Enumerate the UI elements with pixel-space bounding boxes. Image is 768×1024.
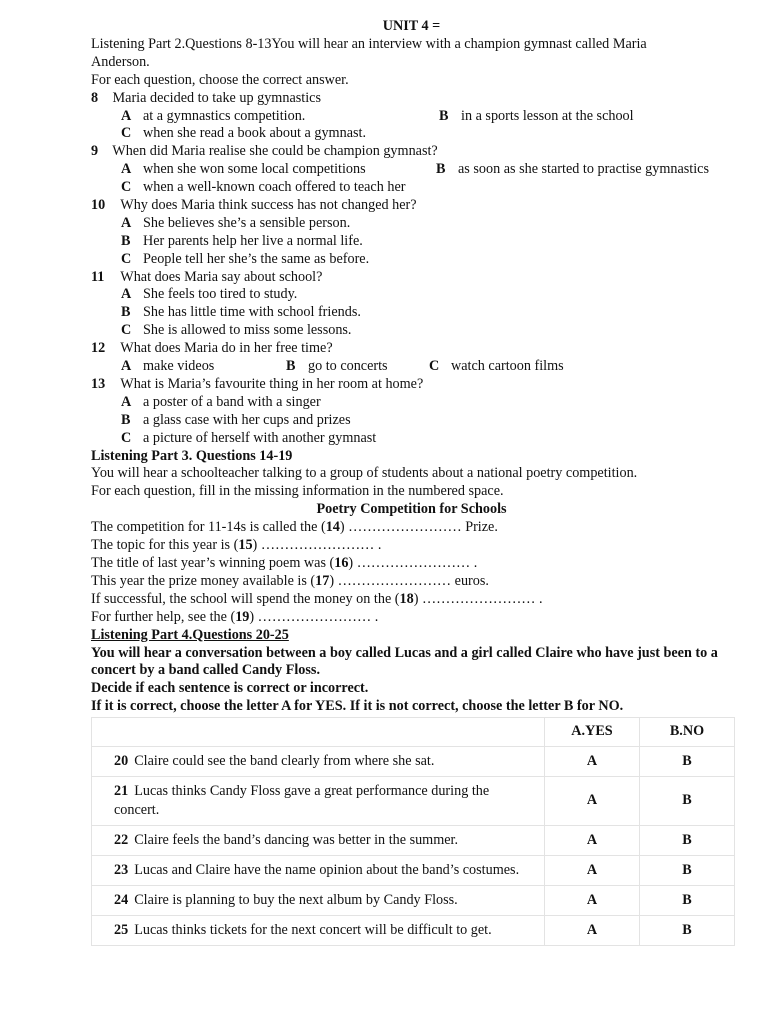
option-12b[interactable] [286,358,388,376]
statement-text: Lucas thinks tickets for the next concert will be difficult to get. [134,922,492,939]
gap-number: 16 [334,554,349,571]
option-text: She is allowed to miss some lessons. [143,322,352,339]
option-8c[interactable] [121,125,366,143]
part3-instruction: For each question, fill in the missing information in the numbered space. [91,483,504,500]
options-row [91,304,732,322]
option-letter: C [121,179,132,196]
statement-cell [92,916,545,946]
table-row [92,747,735,777]
gap-line-18 [91,591,732,609]
yes-option[interactable]: A [545,826,640,856]
question-10 [91,197,732,215]
option-letter: B [121,411,131,428]
option-letter: A [121,107,132,124]
part2-intro-line1: Listening Part 2.Questions 8-13You will hear an interview with a champion gymnast called Maria [91,35,647,52]
option-text: People tell her she’s the same as before. [143,250,370,267]
statement-number: 24 [114,892,129,909]
answer-blank[interactable]: ) …………………… Prize. [339,519,498,536]
options-row [91,108,732,126]
part4-instruction-2: If it is correct, choose the letter A for YES. If it is not correct, choose the letter B for NO. [91,698,624,715]
option-13c[interactable] [121,430,376,448]
part4-heading: Listening Part 4.Questions 20-25 [91,626,289,643]
statement-text: Claire could see the band clearly from where she sat. [134,753,435,770]
option-letter: C [121,125,132,142]
gap-line-17 [91,573,732,591]
question-text: What does Maria do in her free time? [120,340,333,357]
statement-cell [92,777,545,826]
option-text: in a sports lesson at the school [461,107,634,124]
option-10c[interactable] [121,251,369,269]
options-row [91,251,732,269]
option-letter: A [121,161,132,178]
answer-blank[interactable]: ) …………………… . [249,608,379,625]
question-text: What is Maria’s favourite thing in her room at home? [120,375,424,392]
gap-line-16 [91,555,732,573]
option-text: She believes she’s a sensible person. [143,214,351,231]
options-row [91,233,732,251]
part2-instruction: For each question, choose the correct answer. [91,71,349,88]
question-number: 10 [91,197,106,213]
option-text: She has little time with school friends. [143,304,361,321]
question-number: 8 [91,89,99,106]
option-text: when she read a book about a gymnast. [143,125,366,142]
no-option[interactable]: B [640,916,735,946]
answer-blank[interactable]: ) …………………… . [252,537,382,554]
question-number: 11 [91,268,105,285]
option-text: a poster of a band with a singer [143,393,321,410]
yes-option[interactable]: A [545,916,640,946]
statement-number: 21 [114,783,129,800]
option-10b[interactable] [121,233,363,251]
answer-blank[interactable]: ) …………………… euros. [329,572,489,589]
option-text: a glass case with her cups and prizes [143,411,351,428]
statement-cell [92,856,545,886]
no-option[interactable]: B [640,826,735,856]
option-letter: C [121,250,132,267]
option-8b[interactable] [439,108,634,126]
gap-text: This year the prize money available is ( [91,572,316,589]
option-text: watch cartoon films [451,358,564,375]
option-letter: A [121,358,132,375]
options-row [91,394,732,412]
table-row [92,916,735,946]
gap-line-15 [91,537,732,555]
statement-number: 22 [114,832,129,849]
gap-line-14 [91,519,732,537]
option-text: Her parents help her live a normal life. [143,232,363,249]
options-row [91,322,732,340]
option-12a[interactable] [121,358,214,376]
options-row [91,286,732,304]
option-letter: C [121,322,132,339]
option-letter: C [121,429,132,446]
option-letter: B [439,107,449,124]
answer-blank[interactable]: ) …………………… . [348,554,478,571]
option-11c[interactable] [121,322,351,340]
yes-column-header: A.YES [545,718,640,747]
option-text: as soon as she started to practise gymnastics [458,161,709,178]
option-text: when she won some local competitions [143,161,366,178]
table-row [92,856,735,886]
statement-number: 23 [114,862,129,879]
table-row [92,826,735,856]
statement-cell [92,886,545,916]
option-10a[interactable] [121,215,350,233]
no-option[interactable]: B [640,886,735,916]
option-13a[interactable] [121,394,321,412]
gap-text: The topic for this year is ( [91,537,239,554]
gap-number: 17 [315,572,330,589]
no-option[interactable]: B [640,856,735,886]
gap-text: The title of last year’s winning poem was ( [91,554,335,571]
question-13 [91,376,732,394]
options-row [91,430,732,448]
yes-option[interactable]: A [545,886,640,916]
options-row [91,358,732,376]
option-letter: C [429,358,440,375]
option-letter: B [436,161,446,178]
part4-intro: You will hear a conversation between a boy called Lucas and a girl called Claire who have just been to a concert by a band called Candy Floss. [91,644,718,679]
table-row [92,886,735,916]
options-row [91,125,732,143]
option-11a[interactable] [121,286,297,304]
part3-intro: You will hear a schoolteacher talking to a group of students about a national poetry competition. [91,465,638,482]
gap-line-19 [91,609,732,627]
table-row [92,777,735,826]
option-letter: B [286,358,296,375]
no-option[interactable]: B [640,777,735,826]
yes-option[interactable]: A [545,856,640,886]
option-letter: B [121,304,131,321]
yes-no-table [91,717,735,946]
yes-option[interactable]: A [545,777,640,826]
question-number: 13 [91,375,106,392]
no-column-header: B.NO [640,718,735,747]
question-12 [91,340,732,358]
question-number: 9 [91,143,99,160]
options-row [91,161,732,179]
part2-intro-line2: Anderson. [91,53,150,70]
options-row [91,215,732,233]
option-9c[interactable] [121,179,405,197]
option-text: when a well-known coach offered to teach her [143,179,406,196]
options-row [91,412,732,430]
gap-text: The competition for 11-14s is called the ( [91,519,326,536]
question-text: Maria decided to take up gymnastics [112,89,321,106]
table-header-row [92,718,735,747]
option-11b[interactable] [121,304,361,322]
question-text: Why does Maria think success has not changed her? [120,197,417,213]
gap-text: If successful, the school will spend the money on the ( [91,590,400,607]
option-text: go to concerts [308,358,388,375]
question-9 [91,143,732,161]
statement-text: Claire is planning to buy the next album by Candy Floss. [134,892,458,909]
gap-number: 15 [238,537,253,554]
page-title: UNIT 4 = [382,18,441,34]
option-12c[interactable] [429,358,564,376]
options-row [91,179,732,197]
statement-text: Lucas and Claire have the name opinion about the band’s costumes. [134,862,520,879]
part3-heading: Listening Part 3. Questions 14-19 [91,447,293,464]
statement-text: Claire feels the band’s dancing was better in the summer. [134,832,459,849]
option-8a[interactable] [121,108,305,126]
question-number: 12 [91,340,106,357]
option-9b[interactable] [436,161,709,179]
yes-option[interactable]: A [545,747,640,777]
option-text: She feels too tired to study. [143,286,298,303]
option-text: a picture of herself with another gymnast [143,429,377,446]
question-text: When did Maria realise she could be champion gymnast? [112,143,438,160]
gap-number: 19 [235,608,250,625]
question-text: What does Maria say about school? [120,268,323,285]
statement-number: 25 [114,922,129,939]
question-8 [91,90,732,108]
statement-number: 20 [114,753,129,770]
option-text: make videos [143,358,215,375]
statement-cell [92,826,545,856]
gap-number: 18 [399,590,414,607]
statement-text: Lucas thinks Candy Floss gave a great performance during the concert. [114,783,490,819]
part3-subtitle: Poetry Competition for Schools [316,501,507,518]
option-letter: B [121,232,131,249]
option-text: at a gymnastics competition. [143,107,306,124]
gap-number: 14 [325,519,340,536]
part4-instruction-1: Decide if each sentence is correct or incorrect. [91,680,369,697]
statement-cell [92,747,545,777]
option-letter: A [121,286,132,303]
option-letter: A [121,393,132,410]
statement-column-header [92,718,545,747]
option-13b[interactable] [121,412,351,430]
option-letter: A [121,214,132,231]
answer-blank[interactable]: ) …………………… . [413,590,543,607]
gap-text: For further help, see the ( [91,608,236,625]
option-9a[interactable] [121,161,366,179]
question-11 [91,269,732,287]
no-option[interactable]: B [640,747,735,777]
